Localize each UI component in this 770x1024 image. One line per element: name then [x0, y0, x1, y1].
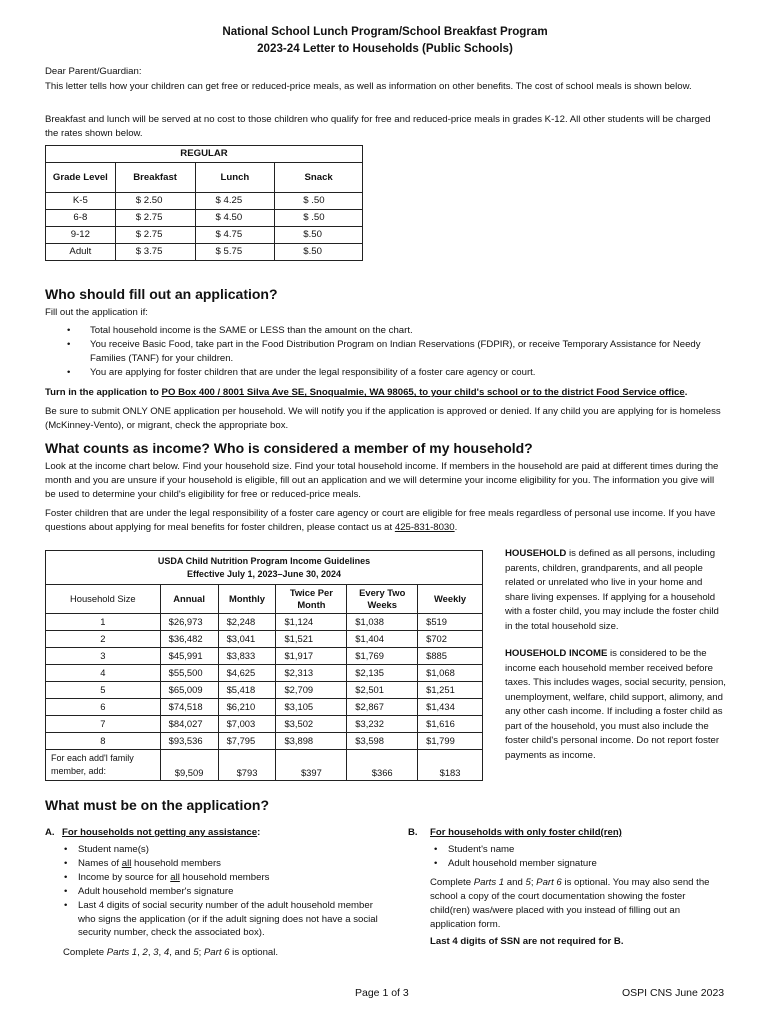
page-subtitle: 2023-24 Letter to Households (Public Schools)	[257, 42, 513, 55]
table-cell: $2,248	[218, 614, 276, 631]
table-cell: 8	[46, 733, 161, 750]
table-row	[46, 716, 483, 733]
turn-in-prefix: Turn in the application to	[45, 387, 162, 398]
table-cell: Adult	[46, 244, 116, 261]
table-cell: $885	[418, 648, 483, 665]
table-cell: $183	[418, 750, 483, 781]
table-cell: $74,518	[160, 699, 218, 716]
household-text: is defined as all persons, including parents, children, grandparents, and all people related or unrelated who live in your home and share living expenses. If applying for a household with a foster child, you may include the foster child in the total household size.	[505, 548, 719, 632]
household-income-term: HOUSEHOLD INCOME	[505, 648, 608, 659]
table-cell: 4	[46, 665, 161, 682]
table-cell: K-5	[46, 193, 116, 210]
table-cell: 6	[46, 699, 161, 716]
section-a-colon: :	[257, 827, 261, 838]
table-cell: $ 4.25	[195, 193, 275, 210]
table-cell: $ .50	[275, 193, 363, 210]
column-header: Snack	[275, 163, 363, 193]
table-cell: $366	[347, 750, 418, 781]
table-cell: $3,105	[276, 699, 347, 716]
table-cell: $702	[418, 631, 483, 648]
table-cell: $1,616	[418, 716, 483, 733]
section-a-letter: A.	[45, 827, 55, 838]
turn-in-instruction	[45, 386, 725, 400]
usda-income-table	[45, 550, 483, 781]
table-cell: $ 2.75	[115, 210, 195, 227]
table-cell: $36,482	[160, 631, 218, 648]
table-cell: $2,501	[347, 682, 418, 699]
section-b-complete: Complete Parts 1 and 5; Part 6 is optional. You may also send the school a copy of the court documentation showing the foster child(ren) was/were placed with you instead of filling out an application form.	[430, 877, 710, 930]
list-item: • Student name(s)	[60, 843, 380, 857]
household-definition	[505, 547, 727, 634]
table-cell: $3,502	[276, 716, 347, 733]
list-item: • Last 4 digits of social security number of the adult household member who signs the application (or if the adult signing does not have a social security number, check the associated box).	[60, 899, 380, 941]
table-cell: For each add'l family member, add:	[46, 750, 161, 781]
list-item: • Names of all household members	[60, 857, 380, 871]
section-a-complete: Complete Parts 1, 2, 3, 4, and 5; Part 6 is optional.	[63, 947, 279, 958]
table-cell: $1,434	[418, 699, 483, 716]
table-cell: $.50	[275, 227, 363, 244]
list-item: • Income by source for all household members	[60, 871, 380, 885]
household-term: HOUSEHOLD	[505, 548, 567, 559]
table-cell: 9-12	[46, 227, 116, 244]
table-cell: $ 3.75	[115, 244, 195, 261]
table-cell: $9,509	[160, 750, 218, 781]
phone-link[interactable]: 425-831-8030	[394, 521, 455, 533]
section-heading-income: What counts as income? Who is considered a member of my household?	[45, 440, 533, 456]
turn-in-address: PO Box 400 / 8001 Silva Ave SE, Snoqualmie, WA 98065, to your child's school or to the district Food Service office	[161, 387, 685, 398]
intro-paragraph-1: This letter tells how your children can get free or reduced-price meals, as well as information on other benefits. The cost of school meals is shown below.	[45, 81, 692, 92]
table-cell: 5	[46, 682, 161, 699]
table-cell: $2,135	[347, 665, 418, 682]
table-cell: $1,917	[276, 648, 347, 665]
table-cell: 2	[46, 631, 161, 648]
table-cell: 3	[46, 648, 161, 665]
income-paragraph-1: Look at the income chart below. Find your household size. Find your total household income. If members in the household are paid at different times during the month and you are unsure if your household is eligible, fill out an application and we will determine your income eligibility for you. The information you give will be used to determine your child's eligibility for free or reduced-price meals.	[45, 461, 719, 500]
list-item: • You are applying for foster children that are under the legal responsibility of a foster care agency or court.	[45, 366, 725, 380]
page-number: Page 1 of 3	[355, 987, 409, 999]
column-header: Grade Level	[46, 163, 116, 193]
column-header: Household Size	[46, 585, 161, 614]
table-cell: $93,536	[160, 733, 218, 750]
table-row	[46, 227, 363, 244]
column-header: Lunch	[195, 163, 275, 193]
table-cell: $ 2.75	[115, 227, 195, 244]
regular-price-table	[45, 145, 363, 261]
table-cell: $7,003	[218, 716, 276, 733]
table-cell: $ 4.50	[195, 210, 275, 227]
page-title: National School Lunch Program/School Breakfast Program	[222, 25, 548, 38]
table-row	[46, 244, 363, 261]
table-cell: $1,799	[418, 733, 483, 750]
table-cell: $6,210	[218, 699, 276, 716]
income-paragraph-2	[45, 507, 725, 535]
table-cell: $1,521	[276, 631, 347, 648]
table-cell: $1,038	[347, 614, 418, 631]
table-cell: $45,991	[160, 648, 218, 665]
submit-note: Be sure to submit ONLY ONE application per household. We will notify you if the application is approved or denied. If any child you are applying for is homeless (McKinney-Vento), or migrant, check the appropriate box.	[45, 406, 721, 431]
section-b-list	[430, 843, 720, 871]
greeting: Dear Parent/Guardian:	[45, 66, 142, 77]
table-cell: $519	[418, 614, 483, 631]
section-b-ssn-note: Last 4 digits of SSN are not required for B.	[430, 936, 624, 947]
section-heading-who: Who should fill out an application?	[45, 286, 278, 302]
who-lead: Fill out the application if:	[45, 307, 148, 318]
table-cell: $1,769	[347, 648, 418, 665]
income-paragraph-2-text: Foster children that are under the legal responsibility of a foster care agency or court are eligible for free meals regardless of personal use income. If you have questions about applying for meal benefits for foster children, please contact us at	[45, 508, 716, 533]
table-cell: $65,009	[160, 682, 218, 699]
section-a-title-text: For households not getting any assistance	[62, 827, 258, 838]
table-cell: $7,795	[218, 733, 276, 750]
table-cell: $84,027	[160, 716, 218, 733]
column-header: Twice Per Month	[276, 585, 347, 614]
column-header: Weekly	[418, 585, 483, 614]
table-cell: $4,625	[218, 665, 276, 682]
section-b-letter: B.	[408, 827, 418, 838]
table-row	[46, 631, 483, 648]
table-cell: $3,898	[276, 733, 347, 750]
table-row	[46, 750, 483, 781]
table-row	[46, 210, 363, 227]
table-row	[46, 733, 483, 750]
table-cell: $2,709	[276, 682, 347, 699]
list-item: • Adult household member signature	[430, 857, 720, 871]
table-cell: $3,833	[218, 648, 276, 665]
table-cell: $397	[276, 750, 347, 781]
table-cell: $ .50	[275, 210, 363, 227]
document-code: OSPI CNS June 2023	[622, 987, 725, 999]
table-cell: $ 2.50	[115, 193, 195, 210]
table-cell: $3,598	[347, 733, 418, 750]
table-cell: $3,041	[218, 631, 276, 648]
table-cell: $793	[218, 750, 276, 781]
list-item: • Student's name	[430, 843, 720, 857]
table-caption: REGULAR	[46, 146, 363, 163]
table-cell: $1,124	[276, 614, 347, 631]
list-item: • Adult household member's signature	[60, 885, 380, 899]
section-b-title: For households with only foster child(ren)	[430, 827, 622, 838]
section-a-title	[62, 826, 260, 840]
table-row	[46, 648, 483, 665]
list-item: • You receive Basic Food, take part in the Food Distribution Program on Indian Reservations (FDPIR), or receive Temporary Assistance for Needy Families (TANF) for your children.	[45, 338, 725, 366]
household-income-definition	[505, 647, 727, 764]
income-paragraph-2-end: .	[454, 521, 458, 533]
table-row	[46, 665, 483, 682]
usda-table-body	[46, 614, 483, 781]
table-cell: $ 4.75	[195, 227, 275, 244]
table-row	[46, 682, 483, 699]
table-cell: $5,418	[218, 682, 276, 699]
table-cell: 1	[46, 614, 161, 631]
column-header: Breakfast	[115, 163, 195, 193]
turn-in-suffix: .	[684, 387, 688, 398]
column-header: Every Two Weeks	[347, 585, 418, 614]
usda-table-title-line-2: Effective July 1, 2023–June 30, 2024	[186, 568, 342, 579]
section-heading-must: What must be on the application?	[45, 797, 269, 813]
table-cell: $1,404	[347, 631, 418, 648]
table-cell: $55,500	[160, 665, 218, 682]
household-income-text: is considered to be the income each household member received before taxes. This includes wages, social security, pension, unemployment, welfare, child support, alimony, and any other cash income. If including a foster child as part of the household, you must also include the foster child's personal income. Do not report foster payments as income.	[505, 648, 726, 762]
table-cell: $1,068	[418, 665, 483, 682]
usda-table-title-line-1: USDA Child Nutrition Program Income Guidelines	[157, 555, 371, 566]
table-cell: $2,313	[276, 665, 347, 682]
table-row	[46, 193, 363, 210]
table-cell: $2,867	[347, 699, 418, 716]
table-cell: 6-8	[46, 210, 116, 227]
column-header: Monthly	[218, 585, 276, 614]
table-cell: $1,251	[418, 682, 483, 699]
column-header: Annual	[160, 585, 218, 614]
intro-paragraph-2: Breakfast and lunch will be served at no cost to those children who qualify for free and reduced-price meals in grades K-12. All other students will be charged the rates shown below.	[45, 114, 711, 139]
table-cell: $ 5.75	[195, 244, 275, 261]
table-cell: $26,973	[160, 614, 218, 631]
list-item: • Total household income is the SAME or LESS than the amount on the chart.	[45, 324, 725, 338]
table-cell: $3,232	[347, 716, 418, 733]
section-a-list	[60, 843, 380, 940]
who-bullet-list	[45, 324, 725, 380]
table-row	[46, 614, 483, 631]
table-cell: 7	[46, 716, 161, 733]
usda-table-title	[46, 551, 483, 585]
table-cell: $.50	[275, 244, 363, 261]
table-row	[46, 699, 483, 716]
